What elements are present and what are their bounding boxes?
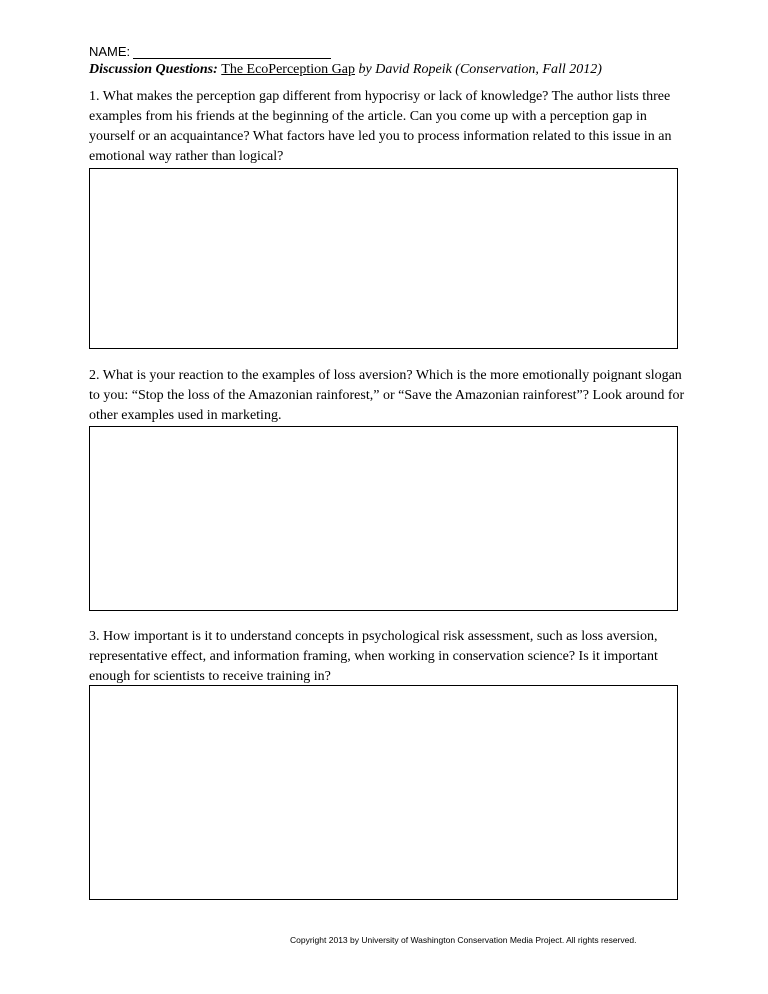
worksheet-title (89, 62, 602, 78)
article-byline: by David Ropeik (Conservation, Fall 2012) (355, 62, 602, 77)
answer-box-3[interactable] (89, 685, 678, 900)
question-2: 2. What is your reaction to the examples of loss aversion? Which is the more emotionally poignant slogan to you: “Stop the loss of the Amazonian rainforest,” or “Save the Amazonian rainforest”? Look around for other examples used in marketing. (89, 368, 685, 423)
name-label: NAME: (89, 44, 131, 59)
answer-box-1[interactable] (89, 168, 678, 349)
title-prefix: Discussion Questions: (89, 62, 218, 77)
question-3: 3. How important is it to understand concepts in psychological risk assessment, such as loss aversion, representative effect, and information framing, when working in conservation science? Is it important enough for scientists to receive training in? (89, 629, 658, 684)
copyright-footer: Copyright 2013 by University of Washington Conservation Media Project. All rights reserved. (290, 935, 637, 945)
name-blank-line[interactable] (133, 45, 331, 59)
name-field-row (89, 44, 331, 59)
answer-box-2[interactable] (89, 426, 678, 611)
question-1: 1. What makes the perception gap different from hypocrisy or lack of knowledge? The author lists three examples from his friends at the beginning of the article. Can you come up with a perception gap in yourself or an acquaintance? What factors have led you to process information related to this issue in an emotional way rather than logical? (89, 89, 672, 164)
article-title: The EcoPerception Gap (221, 62, 355, 77)
